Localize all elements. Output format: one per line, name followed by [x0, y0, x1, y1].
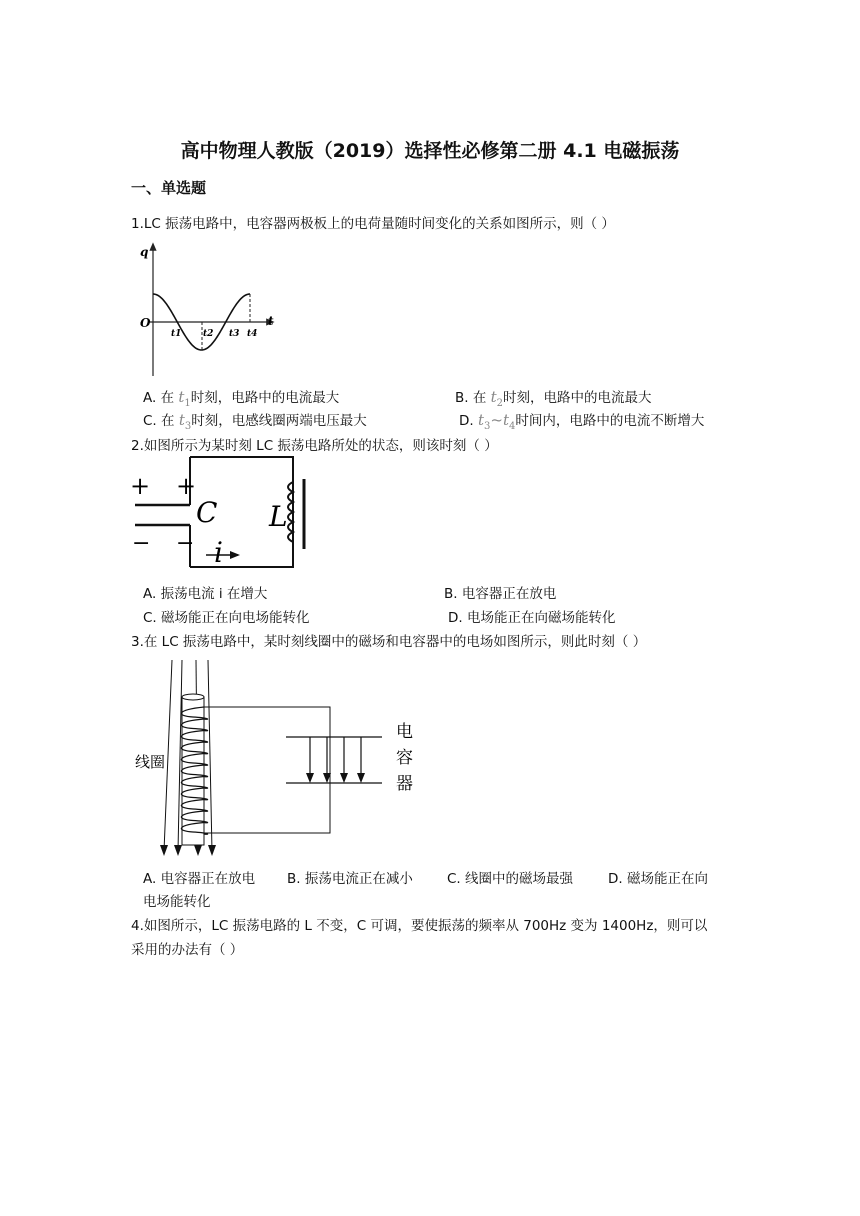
q3-option-c[interactable]: C. 线圈中的磁场最强 [447, 871, 574, 887]
q1-option-c[interactable] [143, 409, 367, 432]
field-arrowheads [160, 845, 216, 856]
inductor-coil [288, 482, 293, 542]
tick-t4: t4 [247, 329, 258, 339]
capacitor-label: C [196, 496, 218, 529]
t2-symbol: $t_2$ [490, 388, 504, 409]
q3-option-a[interactable]: A. 电容器正在放电 [143, 871, 256, 887]
plus-sign-outer: + [130, 472, 151, 500]
capacitor-label-3: 器 [396, 774, 413, 794]
t-axis-label: t [268, 314, 274, 328]
q1-option-a[interactable] [143, 386, 339, 409]
q3-option-b[interactable]: B. 振荡电流正在减小 [287, 871, 413, 887]
option-text: 时刻，电路中的电流最大 [503, 390, 652, 406]
page-title: 高中物理人教版（2019）选择性必修第二册 4.1 电磁振荡 [180, 140, 680, 162]
current-arrowhead [230, 551, 240, 559]
plus-sign-inner: + [176, 472, 197, 500]
option-text: C. 在 [143, 413, 179, 429]
q1-option-d[interactable] [459, 409, 704, 432]
q3-option-d[interactable]: D. 磁场能正在向 [608, 871, 708, 887]
t3-symbol: $t_3$ [178, 411, 192, 432]
option-text: B. 在 [455, 390, 491, 406]
tick-t1: t1 [171, 329, 182, 339]
question-4-stem-line2: 采用的办法有（ ） [131, 942, 244, 958]
electric-field-arrows [310, 737, 361, 777]
t3-t4-symbol: $t_3\sim t_4$ [477, 411, 516, 432]
q3-coil-capacitor-figure [130, 655, 435, 860]
current-label: i [214, 536, 223, 569]
option-text: 时间内，电路中的电流不断增大 [515, 413, 705, 429]
electric-field-arrowheads [306, 773, 365, 783]
circuit-wire [204, 707, 330, 833]
question-3-stem: 3.在 LC 振荡电路中，某时刻线圈中的磁场和电容器中的电场如图所示，则此时刻（ ） [131, 634, 647, 650]
q2-option-a[interactable]: A. 振荡电流 i 在增大 [143, 586, 268, 602]
coil-core-top [182, 694, 204, 700]
q1-charge-time-graph [128, 240, 278, 378]
option-text: D. [459, 413, 478, 429]
question-1-stem: 1.LC 振荡电路中，电容器两极板上的电荷量随时间变化的关系如图所示，则（ ） [131, 216, 615, 232]
q-axis-label: q [140, 245, 149, 259]
option-text: 时刻，电感线圈两端电压最大 [191, 413, 367, 429]
q2-option-d[interactable]: D. 电场能正在向磁场能转化 [448, 610, 616, 626]
inductor-label: L [269, 500, 288, 533]
capacitor-label-1: 电 [396, 722, 413, 742]
q1-option-b[interactable] [455, 386, 652, 409]
capacitor-label-2: 容 [396, 748, 413, 768]
coil-label: 线圈 [135, 753, 166, 771]
question-2-stem: 2.如图所示为某时刻 LC 振荡电路所处的状态，则该时刻（ ） [131, 438, 498, 454]
origin-label: O [140, 316, 151, 330]
t1-symbol: $t_1$ [178, 388, 191, 409]
q2-option-c[interactable]: C. 磁场能正在向电场能转化 [143, 610, 310, 626]
option-text: 时刻，电路中的电流最大 [190, 390, 340, 406]
question-4-stem: 4.如图所示，LC 振荡电路的 L 不变，C 可调，要使振荡的频率从 700Hz 变为 1400Hz，则可以 [131, 918, 708, 934]
tick-t3: t3 [229, 329, 240, 339]
q3-option-d-continued: 电场能转化 [143, 894, 211, 910]
section-heading: 一、单选题 [131, 179, 207, 197]
q2-option-b[interactable]: B. 电容器正在放电 [444, 586, 557, 602]
minus-sign-inner: − [176, 531, 195, 556]
option-text: A. 在 [143, 390, 179, 406]
tick-t2: t2 [203, 329, 214, 339]
q2-lc-circuit [126, 452, 311, 572]
minus-sign-outer: − [132, 531, 151, 556]
